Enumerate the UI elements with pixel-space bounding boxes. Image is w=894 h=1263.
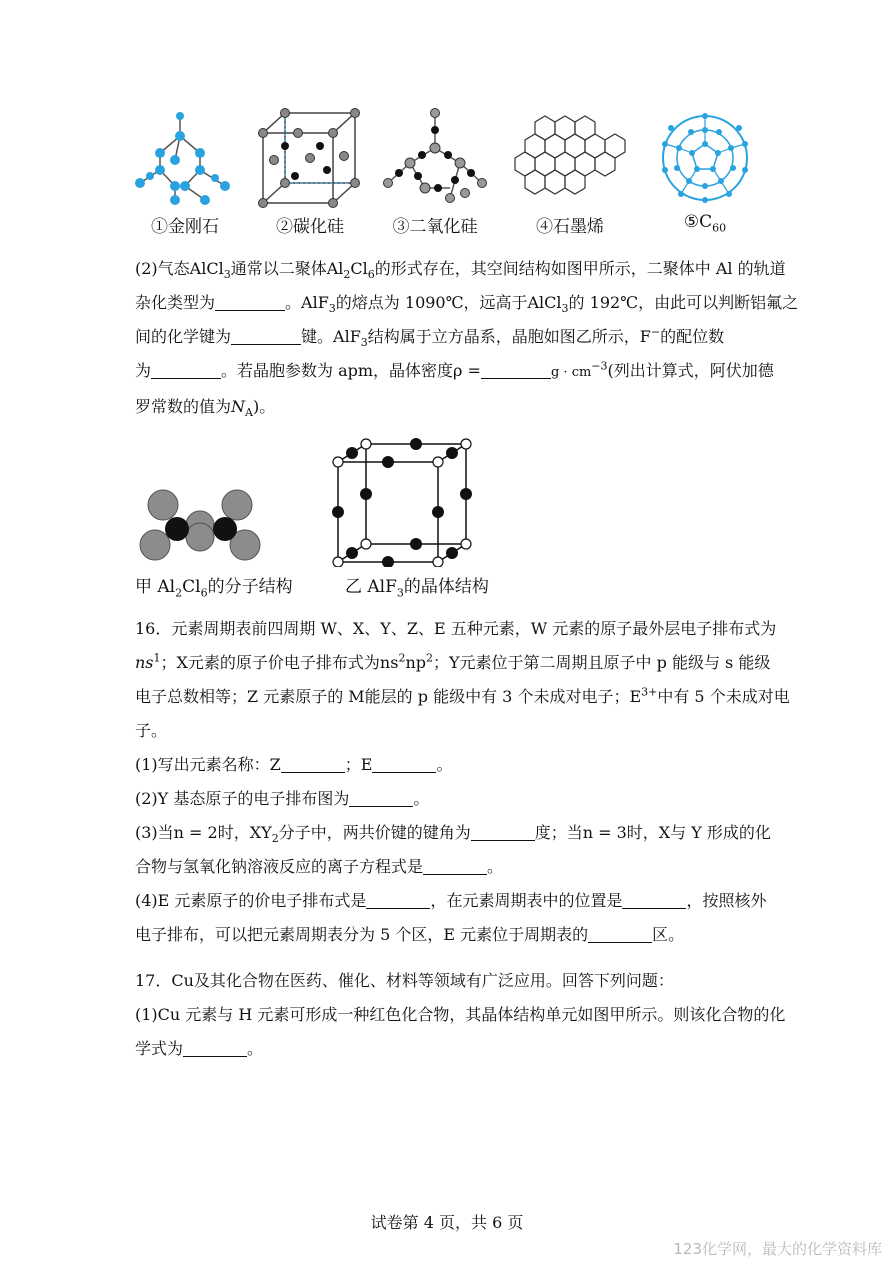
aluminum-figures: [135, 432, 535, 602]
al2cl6-molecule-figure: [135, 487, 265, 571]
figure-diamond: [130, 108, 240, 237]
answer-blank[interactable]: [183, 1038, 247, 1057]
answer-blank[interactable]: [471, 822, 535, 841]
al2cl6-caption: 甲 $Al_2Cl_6$的分子结构: [135, 577, 293, 600]
alf3-caption: 乙 AlF$_3$的晶体结构: [345, 577, 489, 600]
figure-caption: ③二氧化硅: [392, 217, 478, 237]
question-16: 16．元素周期表前四周期 W、X、Y、Z、E 五种元素，W 元素的原子最外层电子排布式为 $ns^1$；X元素的原子价电子排布式为$ns^2np^2$；Y元素位于第二周期且原子中 p 能级与 s 能级 电子总数相等；Z 元素原子的 M能层的 p 能级中有 3 个未成对电子；$E^{3+}$中有 5 个未成对电 子。 (1)写出元素名称：Z ；E 。 (2)Y 基态原子的电子排布图为 。 (3)当n = 2时，$XY_2$分子中，两共价键的键角为 度；当n = 3时，X与 Y 形成的化 合物与氢氧化钠溶液反应的离子方程式是 。 (4)E 元素原子的价电子排布式是 ，在元素周期表中的位置是 ，按照核外 电子排布，可以把元素周期表分为 5 个区，E 元素位于周期表的 区。: [135, 619, 790, 944]
answer-blank[interactable]: [281, 754, 345, 773]
page-footer: 试卷第 4 页，共 6 页: [370, 1213, 524, 1232]
figure-silicon-carbide: [255, 108, 365, 237]
answer-blank[interactable]: [588, 924, 652, 943]
diamond-structure-icon: [130, 108, 240, 208]
answer-blank[interactable]: [349, 788, 413, 807]
answer-blank[interactable]: [151, 360, 221, 379]
answer-blank[interactable]: [215, 292, 285, 311]
c60-structure-icon: [655, 108, 755, 208]
question-17: 17．Cu及其化合物在医药、催化、材料等领域有广泛应用。回答下列问题： (1)Cu 元素与 H 元素可形成一种红色化合物，其晶体结构单元如图甲所示。则该化合物的化 学式为 。: [135, 971, 786, 1058]
question-15-part-2: (2)气态AlCl$_3$通常以二聚体$Al_2Cl_6$的形式存在，其空间结构如图甲所示，二聚体中 Al 的轨道 杂化类型为 。AlF$_3$的熔点为 1090℃，远高于AlCl$_3$的 192℃，由此可以判断铝氟之 间的化学键为 键。AlF$_3$结构属于立方晶系，晶胞如图乙所示，F−的配位数 为 。若晶胞参数为 apm，晶体密度$\rho = g \cdot cm^{-3}$(列出计算式，阿伏加德 罗常数的值为$N_A$)。: [135, 259, 799, 420]
figure-caption: ②碳化硅: [276, 217, 344, 237]
alf3-crystal-icon: [330, 432, 480, 567]
alf3-crystal-figure: [330, 432, 480, 571]
structure-figures: [130, 108, 770, 248]
figure-graphene: [505, 108, 635, 237]
answer-blank[interactable]: [372, 754, 436, 773]
answer-blank[interactable]: [622, 890, 686, 909]
figure-c60: $⑤C_{60}$: [655, 108, 755, 232]
answer-blank[interactable]: [366, 890, 430, 909]
graphene-structure-icon: [505, 108, 635, 208]
answer-blank[interactable]: [423, 856, 487, 875]
figure-silicon-dioxide: [380, 108, 490, 237]
silicon-carbide-structure-icon: [255, 108, 365, 208]
answer-blank[interactable]: [481, 360, 551, 379]
silicon-dioxide-structure-icon: [380, 108, 490, 208]
figure-caption: ①金刚石: [151, 217, 219, 237]
brand-watermark: 123化学网，最大的化学资料库: [673, 1240, 882, 1258]
al2cl6-molecule-icon: [135, 487, 265, 567]
answer-blank[interactable]: [231, 326, 301, 345]
figure-caption: ⑤C: [683, 212, 713, 232]
figure-caption: ④石墨烯: [536, 217, 604, 237]
